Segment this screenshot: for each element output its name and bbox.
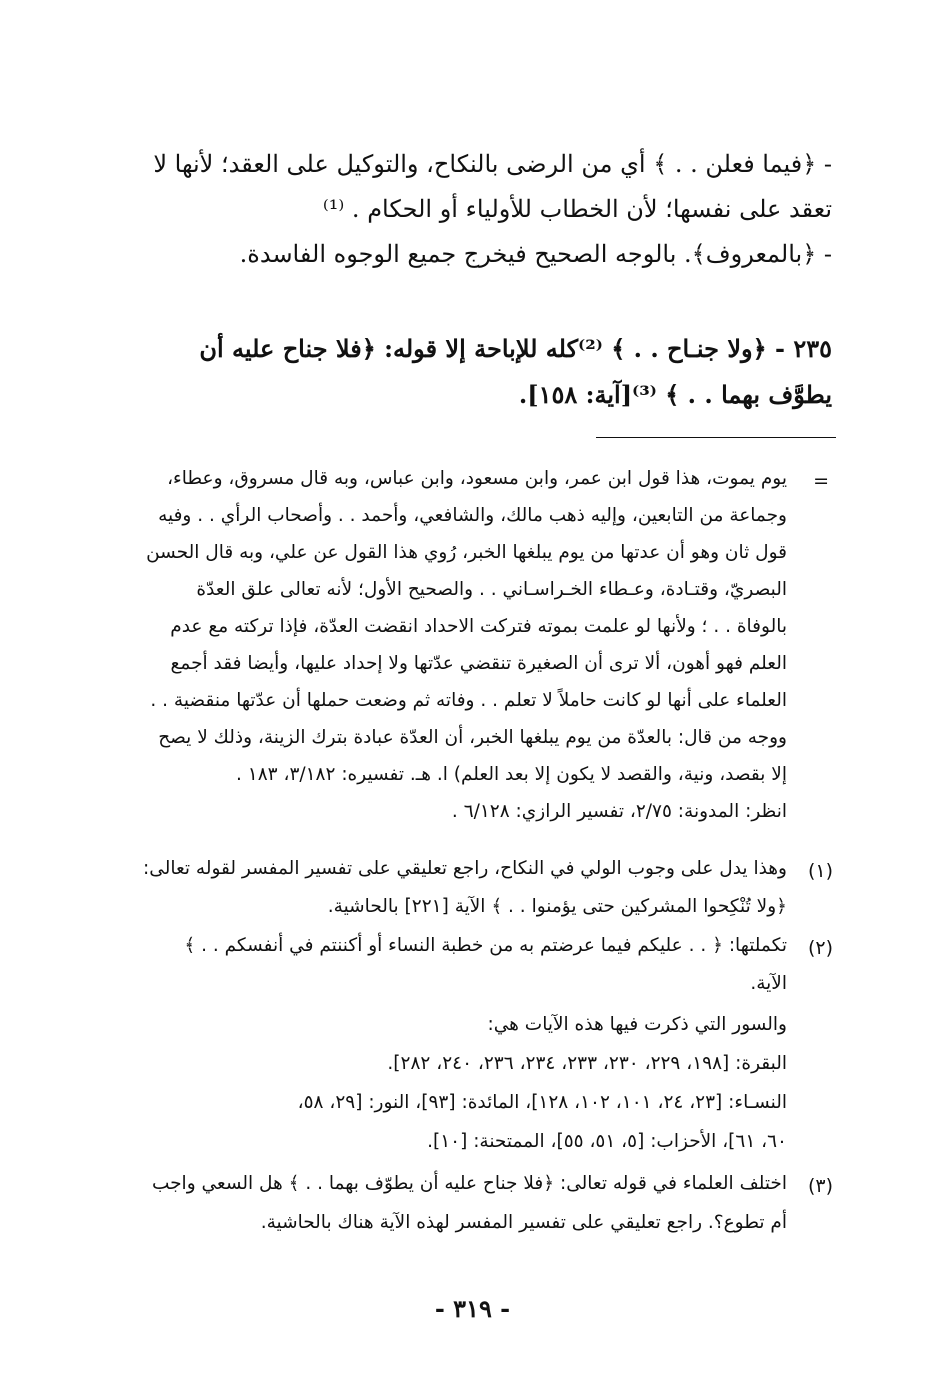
main-line-1: - ﴿فيما فعلن . . ﴾ أي من الرضى بالنكاح، والتوكيل على العقد؛ لأنها لا: [153, 150, 832, 178]
footnote-cont-line-8: ووجه من قال: بالعدّة من يوم يبلغها الخبر، أن العدّة عبادة بترك الزينة، وذلك لا يصح: [158, 727, 787, 748]
footnote-cont-line-4: البصريّ، وقتـادة، وعـطاء الخـراسـاني . . والصحيح الأول؛ لأنه تعالى علق العدّة: [196, 579, 787, 600]
footnote-cont-line-10: انظر: المدونة: ٢/٧٥، تفسير الرازي: ٦/١٢٨ .: [451, 801, 787, 822]
verse-235-line-2: يطوَّف بهما . . ﴾ ⁽³⁾[آية: ١٥٨].: [518, 380, 832, 409]
footnote-cont-line-5: بالوفاة . . ؛ ولأنها لو علمت بموته فتركت الاحداد انقضت العدّة، فإذا تركته مع عدم: [170, 616, 787, 637]
footnote-3-line-1: اختلف العلماء في قوله تعالى: ﴿فلا جناح عليه أن يطوّف بهما . . ﴾ هل السعي واجب: [151, 1173, 787, 1194]
verse-235-line-1: ٢٣٥ - ﴿ولا جنـاح . . ﴾ ⁽²⁾كله للإباحة إلا قوله: ﴿فلا جناح عليه أن: [199, 334, 832, 363]
footnote-separator: [596, 437, 836, 438]
footnote-2-line-4: البقرة: [١٩٨، ٢٢٩، ٢٣٠، ٢٣٣، ٢٣٤، ٢٣٦، ٢٤٠، ٢٨٢].: [387, 1053, 787, 1074]
footnote-3-line-2: أم تطوع؟. راجع تعليقي على تفسير المفسر لهذه الآية هناك بالحاشية.: [260, 1212, 787, 1233]
footnote-3-marker: (٣): [807, 1175, 833, 1197]
footnote-1-marker: (١): [807, 860, 833, 882]
footnote-cont-line-6: العلم فهو أهون، ألا ترى أن الصغيرة تنقضي عدّتها ولا إحداد عليها، وأيضا فقد أجمع: [170, 653, 787, 674]
footnote-continuation-marker: =: [813, 470, 829, 492]
footnote-cont-line-2: وجماعة من التابعين، وإليه ذهب مالك، والشافعي، وأحمد . . وأصحاب الرأي . . وفيه: [158, 505, 787, 526]
footnote-1-line-2: ﴿ولا تُنْكِحوا المشركين حتى يؤمنوا . . ﴾ الآية [٢٢١] بالحاشية.: [327, 896, 787, 917]
footnote-cont-line-1: يوم يموت، هذا قول ابن عمر، وابن مسعود، وابن عباس، وبه قال مسروق، وعطاء،: [167, 468, 787, 489]
main-line-2: تعقد على نفسها؛ لأن الخطاب للأولياء أو الحكام . ⁽¹⁾: [322, 195, 832, 223]
main-line-3: - ﴿بالمعروف﴾. بالوجه الصحيح فيخرج جميع الوجوه الفاسدة.: [239, 240, 832, 268]
footnote-2-line-3: والسور التي ذكرت فيها هذه الآيات هي:: [487, 1014, 787, 1035]
footnote-1-line-1: وهذا يدل على وجوب الولي في النكاح، راجع تعليقي على تفسير المفسر لقوله تعالى:: [143, 858, 787, 879]
footnote-cont-line-7: العلماء على أنها لو كانت حاملاً لا تعلم . . وفاته ثم وضعت حملها أن عدّتها منقضية . .: [150, 690, 787, 711]
footnote-2-line-1: تكملتها: ﴿ . . عليكم فيما عرضتم به من خطبة النساء أو أكننتم في أنفسكم . . ﴾: [184, 935, 787, 956]
footnote-2-line-5: النسـاء: [٢٣، ٢٤، ١٠١، ١٠٢، ١٢٨]، المائدة: [٩٣]، النور: [٢٩، ٥٨،: [297, 1092, 787, 1113]
footnote-2-line-2: الآية.: [750, 973, 787, 994]
footnote-cont-line-3: قول ثان وهو أن عدتها من يوم يبلغها الخبر، رُوي هذا القول عن علي، وبه قال الحسن: [146, 542, 787, 563]
page-number: - ٣١٩ -: [434, 1294, 511, 1323]
footnote-2-marker: (٢): [807, 937, 833, 959]
footnote-2-line-6: ٦٠، ٦١]، الأحزاب: [٥، ٥١، ٥٥]، الممتحنة: [١٠].: [427, 1131, 787, 1152]
footnote-cont-line-9: إلا بقصد، ونية، والقصد لا يكون إلا بعد العلم) ا. هـ. تفسيره: ٣/١٨٢، ١٨٣ .: [236, 764, 787, 785]
